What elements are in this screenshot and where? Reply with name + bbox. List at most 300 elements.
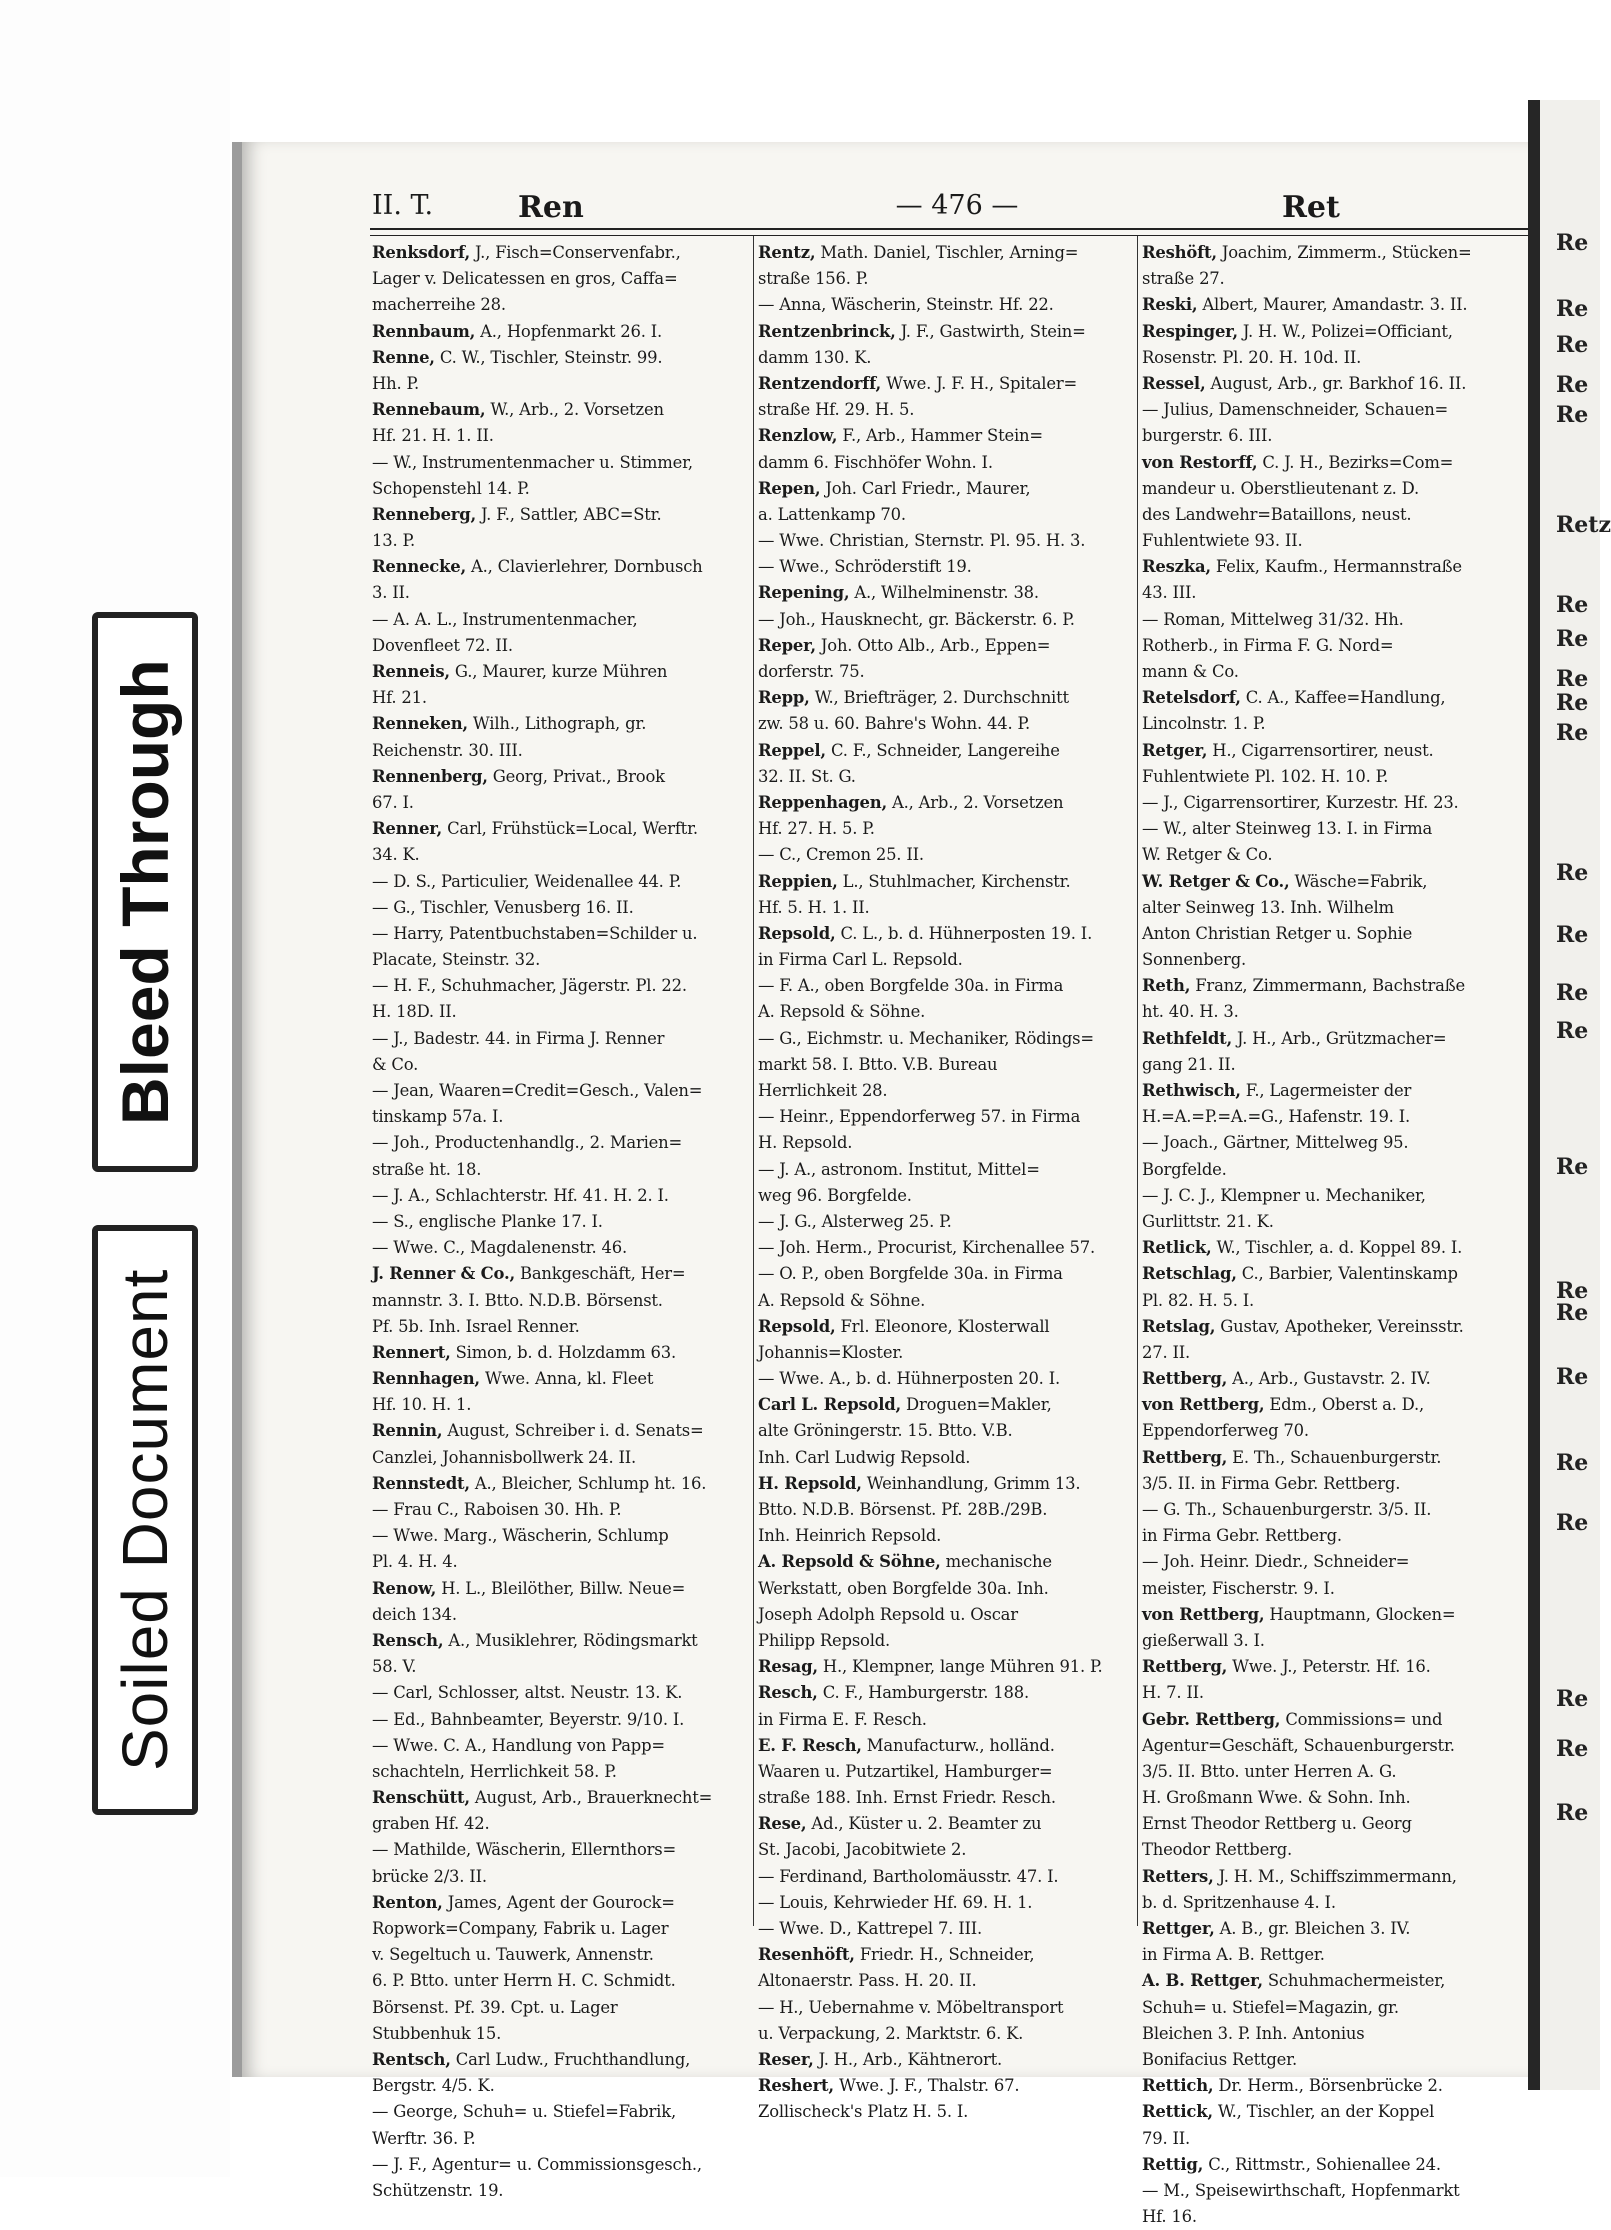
next-page-fragment: Re xyxy=(1556,1018,1589,1044)
entry-text: J. H. W., Polizei=Officiant, xyxy=(1237,321,1453,341)
directory-continuation-line xyxy=(1142,1340,1514,1366)
directory-continuation-line xyxy=(1142,1942,1514,1968)
entry-name: Reshöft, xyxy=(1142,243,1217,262)
directory-continuation-line xyxy=(758,1261,1130,1287)
entry-text: Bonifacius Rettger. xyxy=(1142,2049,1297,2069)
directory-continuation-line xyxy=(1142,397,1514,423)
directory-entry-line xyxy=(758,580,1130,606)
directory-entry-line xyxy=(1142,1235,1514,1261)
directory-entry-line xyxy=(1142,1026,1514,1052)
entry-text: Börsenst. Pf. 39. Cpt. u. Lager xyxy=(372,1997,618,2017)
directory-continuation-line xyxy=(1142,1130,1514,1156)
directory-entry-line xyxy=(372,397,744,423)
next-page-fragment: Re xyxy=(1556,592,1589,618)
directory-entry-line xyxy=(372,2047,744,2073)
directory-continuation-line xyxy=(1142,580,1514,606)
directory-entry-line xyxy=(1142,1968,1514,1994)
directory-continuation-line xyxy=(758,999,1130,1025)
directory-continuation-line xyxy=(1142,1759,1514,1785)
directory-entry-line xyxy=(372,240,744,266)
directory-continuation-line xyxy=(1142,1628,1514,1654)
entry-text: Wwe. Anna, kl. Fleet xyxy=(479,1369,654,1389)
directory-continuation-line xyxy=(1142,1811,1514,1837)
directory-continuation-line xyxy=(372,2073,744,2099)
next-page-fragment: Re xyxy=(1556,1300,1589,1326)
entry-name: Rennenberg, xyxy=(372,766,488,786)
entry-text: Wwe. J. F. H., Spitaler= xyxy=(881,373,1077,393)
directory-continuation-line xyxy=(758,1995,1130,2021)
entry-text: v. Segeltuch u. Tauwerk, Annenstr. xyxy=(372,1945,654,1965)
directory-continuation-line xyxy=(372,1759,744,1785)
entry-text: C. W., Tischler, Steinstr. 99. xyxy=(434,347,663,367)
directory-continuation-line xyxy=(1142,476,1514,502)
entry-text: 34. K. xyxy=(372,845,420,865)
directory-continuation-line xyxy=(758,554,1130,580)
directory-entry-line xyxy=(758,738,1130,764)
entry-text: — Louis, Kehrwieder Hf. 69. H. 1. xyxy=(758,1892,1033,1912)
directory-continuation-line xyxy=(1142,1837,1514,1863)
next-page-fragment: Re xyxy=(1556,1364,1589,1390)
entry-text: macherreihe 28. xyxy=(372,295,506,315)
entry-text: 27. II. xyxy=(1142,1342,1191,1362)
entry-text: F., Arb., Hammer Stein= xyxy=(837,426,1043,446)
entry-name: von Rettberg, xyxy=(1142,1395,1265,1415)
entry-text: A., Arb., 2. Vorsetzen xyxy=(886,792,1064,812)
entry-text: — Carl, Schlosser, altst. Neustr. 13. K. xyxy=(372,1683,683,1703)
entry-text: L., Stuhlmacher, Kirchenstr. xyxy=(837,871,1071,891)
directory-continuation-line xyxy=(758,947,1130,973)
directory-entry-line xyxy=(758,1811,1130,1837)
directory-continuation-line xyxy=(372,2099,744,2125)
entry-name: Rennecke, xyxy=(372,557,466,577)
entry-text: August, Arb., Brauerknecht= xyxy=(469,1788,713,1808)
entry-text: Bankgeschäft, Her= xyxy=(514,1264,686,1284)
directory-entry-line xyxy=(372,502,744,528)
directory-entry-line xyxy=(1142,685,1514,711)
entry-text: damm 130. K. xyxy=(758,347,872,367)
directory-continuation-line xyxy=(758,345,1130,371)
entry-name: Rettberg, xyxy=(1142,1447,1228,1467)
directory-continuation-line xyxy=(1142,1995,1514,2021)
entry-text: — Wwe. D., Kattrepel 7. III. xyxy=(758,1919,983,1938)
entry-text: alte Gröningerstr. 15. Btto. V.B. xyxy=(758,1421,1013,1441)
directory-entry-line xyxy=(372,1628,744,1654)
directory-continuation-line xyxy=(1142,659,1514,685)
directory-entry-line xyxy=(758,1680,1130,1706)
entry-text: Gustav, Apotheker, Vereinsstr. xyxy=(1215,1316,1464,1336)
directory-entry-line xyxy=(1142,1445,1514,1471)
entry-text: H., Klempner, lange Mühren 91. P. xyxy=(817,1657,1103,1677)
entry-text: Hauptmann, Glocken= xyxy=(1264,1604,1456,1624)
entry-name: Renner, xyxy=(372,819,443,839)
entry-text: C. F., Hamburgerstr. 188. xyxy=(817,1683,1029,1703)
directory-entry-line xyxy=(758,319,1130,345)
entry-name: Retelsdorf, xyxy=(1142,688,1241,708)
directory-continuation-line xyxy=(758,842,1130,868)
next-page-fragment: Re xyxy=(1556,720,1589,746)
entry-name: Repen, xyxy=(758,478,821,498)
directory-continuation-line xyxy=(372,607,744,633)
directory-continuation-line xyxy=(372,1183,744,1209)
directory-entry-line xyxy=(758,869,1130,895)
entry-text: markt 58. I. Btto. V.B. Bureau xyxy=(758,1054,998,1074)
directory-entry-line xyxy=(372,1890,744,1916)
entry-name: A. B. Rettger, xyxy=(1142,1971,1263,1991)
entry-name: Reppenhagen, xyxy=(758,792,887,812)
directory-continuation-line xyxy=(1142,1890,1514,1916)
entry-text: Albert, Maurer, Amandastr. 3. II. xyxy=(1197,295,1468,315)
entry-text: mandeur u. Oberstlieutenant z. D. xyxy=(1142,478,1420,498)
entry-text: H. Großmann Wwe. & Sohn. Inh. xyxy=(1142,1788,1411,1808)
entry-text: Theodor Rettberg. xyxy=(1142,1840,1293,1860)
entry-name: Reppel, xyxy=(758,740,826,760)
entry-text: C. L., b. d. Hühnerposten 19. I. xyxy=(835,923,1093,943)
entry-name: Rettger, xyxy=(1142,1919,1215,1938)
directory-continuation-line xyxy=(372,1733,744,1759)
entry-text: — Joh., Productenhandlg., 2. Marien= xyxy=(372,1133,683,1153)
directory-continuation-line xyxy=(372,1916,744,1942)
entry-text: des Landwehr=Bataillons, neust. xyxy=(1142,504,1412,524)
directory-entry-line xyxy=(758,423,1130,449)
entry-name: Rettberg, xyxy=(1142,1369,1228,1389)
directory-continuation-line xyxy=(758,607,1130,633)
directory-entry-line xyxy=(1142,1078,1514,1104)
entry-text: 58. V. xyxy=(372,1657,417,1677)
entry-text: b. d. Spritzenhause 4. I. xyxy=(1142,1892,1336,1912)
entry-text: Ad., Küster u. 2. Beamter zu xyxy=(806,1814,1042,1834)
entry-text: W., Tischler, a. d. Koppel 89. I. xyxy=(1211,1238,1463,1258)
entry-name: Rentzenbrinck, xyxy=(758,321,896,341)
directory-continuation-line xyxy=(372,869,744,895)
entry-text: — G., Tischler, Venusberg 16. II. xyxy=(372,897,634,917)
directory-continuation-line xyxy=(1142,1576,1514,1602)
entry-text: A., Bleicher, Schlump ht. 16. xyxy=(469,1473,707,1493)
directory-continuation-line xyxy=(758,1837,1130,1863)
entry-text: Carl Ludw., Fruchthandlung, xyxy=(450,2049,691,2069)
entry-name: J. Renner & Co., xyxy=(372,1264,515,1284)
entry-text: Pf. 5b. Inh. Israel Renner. xyxy=(372,1316,580,1336)
directory-continuation-line xyxy=(372,1864,744,1890)
entry-text: — W., Instrumentenmacher u. Stimmer, xyxy=(372,452,693,472)
directory-continuation-line xyxy=(372,1968,744,1994)
entry-text: 6. P. Btto. unter Herrn H. C. Schmidt. xyxy=(372,1971,676,1991)
directory-continuation-line xyxy=(758,1104,1130,1130)
entry-name: Repsold, xyxy=(758,1316,836,1336)
entry-text: Felix, Kaufm., Hermannstraße xyxy=(1210,557,1462,577)
directory-continuation-line xyxy=(758,1602,1130,1628)
entry-text: Dovenfleet 72. II. xyxy=(372,635,513,655)
directory-entry-line xyxy=(372,1576,744,1602)
entry-text: Placate, Steinstr. 32. xyxy=(372,950,541,970)
entry-text: August, Schreiber i. d. Senats= xyxy=(442,1421,704,1441)
entry-text: zw. 58 u. 60. Bahre's Wohn. 44. P. xyxy=(758,714,1031,734)
directory-continuation-line xyxy=(758,816,1130,842)
directory-entry-line xyxy=(372,1366,744,1392)
next-page-fragment: Re xyxy=(1556,626,1589,652)
directory-entry-line xyxy=(758,2073,1130,2099)
next-page-fragment: Re xyxy=(1556,1736,1589,1762)
entry-name: Repsold, xyxy=(758,923,836,943)
directory-continuation-line xyxy=(758,1968,1130,1994)
directory-continuation-line xyxy=(372,371,744,397)
directory-entry-line xyxy=(372,659,744,685)
directory-continuation-line xyxy=(1142,1288,1514,1314)
directory-continuation-line xyxy=(1142,1497,1514,1523)
directory-continuation-line xyxy=(758,1916,1130,1942)
entry-text: — M., Speisewirthschaft, Hopfenmarkt xyxy=(1142,2180,1460,2200)
entry-text: — H., Uebernahme v. Möbeltransport xyxy=(758,1997,1064,2017)
directory-continuation-line xyxy=(758,2021,1130,2047)
page-gutter-edge xyxy=(1528,100,1540,2090)
entry-text: & Co. xyxy=(372,1054,419,1074)
entry-text: Pl. 4. H. 4. xyxy=(372,1552,458,1572)
entry-name: Respinger, xyxy=(1142,321,1238,341)
entry-text: — Roman, Mittelweg 31/32. Hh. xyxy=(1142,609,1404,629)
entry-text: — C., Cremon 25. II. xyxy=(758,845,924,865)
entry-text: A. Repsold & Söhne. xyxy=(758,1002,926,1022)
entry-name: Renzlow, xyxy=(758,426,838,446)
entry-name: Rennebaum, xyxy=(372,400,486,420)
directory-entry-line xyxy=(758,2047,1130,2073)
entry-text: Reichenstr. 30. III. xyxy=(372,740,523,760)
page-header xyxy=(242,182,1532,228)
directory-continuation-line xyxy=(758,1340,1130,1366)
entry-text: Joseph Adolph Repsold u. Oscar xyxy=(758,1604,1018,1624)
directory-continuation-line xyxy=(1142,607,1514,633)
entry-text: in Firma A. B. Rettger. xyxy=(1142,1945,1325,1965)
directory-continuation-line xyxy=(758,1445,1130,1471)
directory-entry-line xyxy=(372,319,744,345)
entry-text: dorferstr. 75. xyxy=(758,662,865,681)
entry-text: straße 156. P. xyxy=(758,269,869,289)
entry-name: Renneis, xyxy=(372,662,450,681)
directory-continuation-line xyxy=(758,1890,1130,1916)
entry-text: straße Hf. 29. H. 5. xyxy=(758,400,915,420)
entry-text: alter Seinweg 13. Inh. Wilhelm xyxy=(1142,897,1394,917)
directory-continuation-line xyxy=(372,292,744,318)
entry-text: H.=A.=P.=A.=G., Hafenstr. 19. I. xyxy=(1142,1107,1410,1127)
entry-text: A., Wilhelminenstr. 38. xyxy=(849,583,1039,603)
entry-text: 79. II. xyxy=(1142,2128,1191,2148)
entry-text: Zollischeck's Platz H. 5. I. xyxy=(758,2102,969,2122)
next-page-fragment: Re xyxy=(1556,980,1589,1006)
entry-name: Rentz, xyxy=(758,243,816,262)
directory-continuation-line xyxy=(758,764,1130,790)
directory-continuation-line xyxy=(758,1497,1130,1523)
directory-continuation-line xyxy=(1142,921,1514,947)
entry-text: — Ed., Bahnbeamter, Beyerstr. 9/10. I. xyxy=(372,1709,685,1729)
directory-entry-line xyxy=(1142,2152,1514,2178)
entry-name: Resch, xyxy=(758,1683,818,1703)
entry-name: Reszka, xyxy=(1142,557,1211,577)
directory-entry-line xyxy=(1142,554,1514,580)
directory-continuation-line xyxy=(372,528,744,554)
header-rule xyxy=(370,228,1530,236)
directory-continuation-line xyxy=(758,1026,1130,1052)
directory-continuation-line xyxy=(372,1445,744,1471)
entry-text: — A. A. L., Instrumentenmacher, xyxy=(372,609,638,629)
entry-text: Werftr. 36. P. xyxy=(372,2128,476,2148)
entry-text: St. Jacobi, Jacobitwiete 2. xyxy=(758,1840,967,1860)
directory-entry-line xyxy=(1142,2099,1514,2125)
entry-text: Joh. Otto Alb., Arb., Eppen= xyxy=(815,635,1051,655)
entry-name: Reppien, xyxy=(758,871,838,891)
entry-text: Manufacturw., holländ. xyxy=(861,1735,1055,1755)
directory-continuation-line xyxy=(372,1026,744,1052)
entry-text: — Mathilde, Wäscherin, Ellernthors= xyxy=(372,1840,677,1860)
directory-entry-line xyxy=(758,476,1130,502)
directory-continuation-line xyxy=(372,1157,744,1183)
entry-text: W., Arb., 2. Vorsetzen xyxy=(485,400,664,420)
entry-text: A., Musiklehrer, Rödingsmarkt xyxy=(443,1630,698,1650)
next-page-fragment: Retz xyxy=(1556,512,1611,538)
entry-text: burgerstr. 6. III. xyxy=(1142,426,1273,446)
entry-text: — G., Eichmstr. u. Mechaniker, Rödings= xyxy=(758,1028,1094,1048)
directory-continuation-line xyxy=(372,633,744,659)
entry-text: Fuhlentwiete 93. II. xyxy=(1142,531,1303,551)
entry-text: 3. II. xyxy=(372,583,410,603)
directory-continuation-line xyxy=(1142,423,1514,449)
entry-text: Simon, b. d. Holzdamm 63. xyxy=(450,1342,676,1362)
next-page-fragment: Re xyxy=(1556,230,1589,256)
entry-name: Renneken, xyxy=(372,714,468,734)
entry-name: Rettig, xyxy=(1142,2154,1204,2174)
directory-entry-line xyxy=(1142,1392,1514,1418)
entry-text: C. J. H., Bezirks=Com= xyxy=(1257,452,1454,472)
directory-continuation-line xyxy=(1142,345,1514,371)
directory-continuation-line xyxy=(1142,2126,1514,2152)
directory-continuation-line xyxy=(758,1523,1130,1549)
directory-entry-line xyxy=(1142,738,1514,764)
entry-text: Pl. 82. H. 5. I. xyxy=(1142,1290,1255,1310)
entry-name: Rettick, xyxy=(1142,2102,1213,2122)
entry-text: Edm., Oberst a. D., xyxy=(1264,1395,1425,1415)
directory-continuation-line xyxy=(372,1209,744,1235)
entry-text: schachteln, Herrlichkeit 58. P. xyxy=(372,1761,617,1781)
entry-text: A., Hopfenmarkt 26. I. xyxy=(475,321,663,341)
entry-text: damm 6. Fischhöfer Wohn. I. xyxy=(758,452,993,472)
entry-text: C., Rittmstr., Sohienallee 24. xyxy=(1203,2154,1441,2174)
entry-text: — Heinr., Eppendorferweg 57. in Firma xyxy=(758,1107,1081,1127)
entry-name: Resag, xyxy=(758,1657,818,1677)
directory-entry-line xyxy=(1142,1314,1514,1340)
entry-name: Carl L. Repsold, xyxy=(758,1395,902,1415)
next-page-fragment: Re xyxy=(1556,1278,1589,1304)
entry-name: von Restorff, xyxy=(1142,452,1258,472)
directory-continuation-line xyxy=(1142,790,1514,816)
entry-name: Retger, xyxy=(1142,740,1208,760)
entry-name: Repening, xyxy=(758,583,850,603)
entry-text: Schützenstr. 19. xyxy=(372,2180,504,2200)
directory-continuation-line xyxy=(372,999,744,1025)
entry-text: C. A., Kaffee=Handlung, xyxy=(1240,688,1446,708)
directory-continuation-line xyxy=(372,1654,744,1680)
entry-text: — Wwe. Marg., Wäscherin, Schlump xyxy=(372,1526,669,1546)
entry-text: gang 21. II. xyxy=(1142,1054,1236,1074)
directory-entry-line xyxy=(1142,240,1514,266)
entry-text: Hf. 21. H. 1. II. xyxy=(372,426,494,446)
directory-continuation-line xyxy=(1142,1104,1514,1130)
directory-continuation-line xyxy=(758,1052,1130,1078)
entry-text: Philipp Repsold. xyxy=(758,1630,891,1650)
directory-continuation-line xyxy=(372,580,744,606)
entry-text: Waaren u. Putzartikel, Hamburger= xyxy=(758,1761,1053,1781)
next-page-fragment: Re xyxy=(1556,1800,1589,1826)
directory-continuation-line xyxy=(1142,2178,1514,2204)
entry-text: H. L., Bleilöther, Billw. Neue= xyxy=(436,1578,686,1598)
directory-continuation-line xyxy=(1142,1157,1514,1183)
directory-continuation-line xyxy=(758,1130,1130,1156)
entry-name: Retschlag, xyxy=(1142,1264,1237,1284)
entry-text: J., Fisch=Conservenfabr., xyxy=(469,243,681,262)
entry-text: — Jean, Waaren=Credit=Gesch., Valen= xyxy=(372,1081,703,1100)
entry-text: Dr. Herm., Börsenbrücke 2. xyxy=(1213,2076,1443,2096)
directory-continuation-line xyxy=(758,1209,1130,1235)
entry-text: Schuhmachermeister, xyxy=(1262,1971,1446,1991)
entry-name: Retslag, xyxy=(1142,1316,1216,1336)
directory-continuation-line xyxy=(1142,842,1514,868)
next-page-edge xyxy=(1540,100,1611,2090)
entry-text: August, Arb., gr. Barkhof 16. II. xyxy=(1205,373,1467,393)
entry-text: — J. A., astronom. Institut, Mittel= xyxy=(758,1159,1040,1179)
entry-text: A., Arb., Gustavstr. 2. IV. xyxy=(1227,1369,1431,1389)
directory-entry-line xyxy=(1142,371,1514,397)
directory-continuation-line xyxy=(758,1628,1130,1654)
directory-continuation-line xyxy=(758,1288,1130,1314)
directory-continuation-line xyxy=(1142,1418,1514,1444)
entry-name: Renne, xyxy=(372,347,435,367)
entry-text: — Joh., Hausknecht, gr. Bäckerstr. 6. P. xyxy=(758,609,1075,629)
directory-entry-line xyxy=(372,1261,744,1287)
directory-entry-line xyxy=(758,790,1130,816)
directory-continuation-line xyxy=(758,266,1130,292)
entry-name: W. Retger & Co., xyxy=(1142,871,1290,891)
directory-entry-line xyxy=(1142,450,1514,476)
entry-text: 3/5. II. Btto. unter Herren A. G. xyxy=(1142,1761,1397,1781)
directory-continuation-line xyxy=(1142,1471,1514,1497)
next-page-fragment: Re xyxy=(1556,1154,1589,1180)
directory-continuation-line xyxy=(372,895,744,921)
entry-text: — J., Badestr. 44. in Firma J. Renner xyxy=(372,1028,665,1048)
entry-text: straße 27. xyxy=(1142,269,1225,289)
directory-continuation-line xyxy=(758,1235,1130,1261)
directory-continuation-line xyxy=(372,476,744,502)
entry-text: Commissions= und xyxy=(1280,1709,1443,1729)
directory-continuation-line xyxy=(1142,2021,1514,2047)
entry-text: A., Clavierlehrer, Dornbusch xyxy=(465,557,703,577)
directory-continuation-line xyxy=(372,2152,744,2178)
entry-name: Rethfeldt, xyxy=(1142,1028,1232,1048)
column-divider xyxy=(753,236,754,1926)
directory-continuation-line xyxy=(1142,502,1514,528)
directory-continuation-line xyxy=(758,1183,1130,1209)
directory-continuation-line xyxy=(372,1314,744,1340)
directory-continuation-line xyxy=(1142,999,1514,1025)
entry-name: Rettberg, xyxy=(1142,1657,1228,1677)
right-guide-word: Ret xyxy=(1282,190,1340,225)
entry-text: Fuhlentwiete Pl. 102. H. 10. P. xyxy=(1142,766,1389,786)
entry-text: J. H., Arb., Kähtnerort. xyxy=(813,2049,1003,2069)
directory-continuation-line xyxy=(372,1130,744,1156)
directory-continuation-line xyxy=(372,423,744,449)
entry-text: — Anna, Wäscherin, Steinstr. Hf. 22. xyxy=(758,295,1054,315)
entry-text: Inh. Carl Ludwig Repsold. xyxy=(758,1447,971,1467)
entry-text: Btto. N.D.B. Börsenst. Pf. 28B./29B. xyxy=(758,1500,1048,1519)
directory-continuation-line xyxy=(372,947,744,973)
entry-text: Johannis=Kloster. xyxy=(758,1342,904,1362)
entry-text: — D. S., Particulier, Weidenallee 44. P. xyxy=(372,871,682,891)
entry-text: — G. Th., Schauenburgerstr. 3/5. II. xyxy=(1142,1500,1432,1519)
